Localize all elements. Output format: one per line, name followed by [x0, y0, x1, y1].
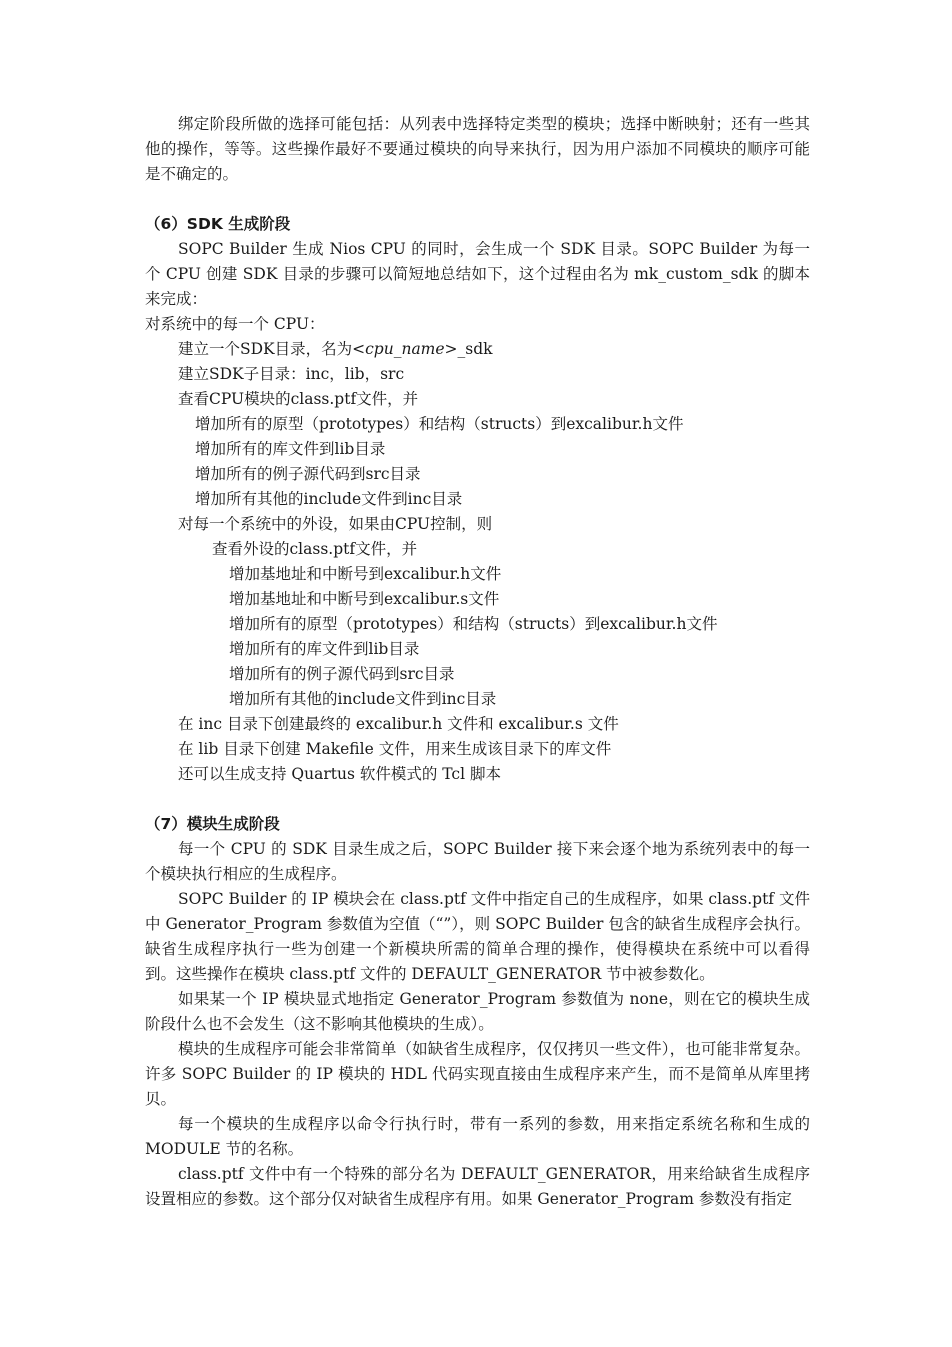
section-7-paragraph-4: 模块的生成程序可能会非常简单（如缺省生成程序，仅仅拷贝一些文件），也可能非常复杂。许多 SOPC Builder 的 IP 模块的 HDL 代码实现直接由生成程序来产生，而不是简单从库里拷贝。: [145, 1040, 810, 1108]
step-create-subdirs: 建立SDK子目录：inc，lib，src: [178, 365, 405, 383]
step-add-prototypes: 增加所有的原型（prototypes）和结构（structs）到excalibur.h文件: [195, 415, 684, 433]
step-add-base-s: 增加基地址和中断号到excalibur.s文件: [229, 590, 500, 608]
step-tcl-script: 还可以生成支持 Quartus 软件模式的 Tcl 脚本: [178, 765, 501, 783]
step-create-sdk-dir: [145, 337, 810, 362]
step-create-makefile: 在 lib 目录下创建 Makefile 文件，用来生成该目录下的库文件: [178, 740, 612, 758]
section-6-heading: （6）SDK 生成阶段: [145, 215, 291, 233]
step-peripheral-examples: 增加所有的例子源代码到src目录: [229, 665, 455, 683]
section-7-heading: （7）模块生成阶段: [145, 815, 280, 833]
section-7-paragraph-5: 每一个模块的生成程序以命令行执行时，带有一系列的参数，用来指定系统名称和生成的 MODULE 节的名称。: [145, 1115, 810, 1158]
section-7-paragraph-2: SOPC Builder 的 IP 模块会在 class.ptf 文件中指定自己的生成程序，如果 class.ptf 文件中 Generator_Program 参数值为空值（“”），则 SOPC Builder 包含的缺省生成程序会执行。缺省生成程序执行一些为创建一个新模块所需的简单合理的操作，使得模块在系统中可以看得到。这些操作在模块 class.ptf 文件的 DEFAULT_GENERATOR 节中被参数化。: [145, 890, 810, 983]
step-create-sdk-dir-pre: 建立一个SDK目录，名为: [178, 340, 353, 358]
step-for-each-peripheral: 对每一个系统中的外设，如果由CPU控制，则: [178, 515, 493, 533]
step-check-cpu-ptf: 查看CPU模块的class.ptf文件，并: [178, 390, 419, 408]
step-add-examples: 增加所有的例子源代码到src目录: [195, 465, 421, 483]
step-add-includes: 增加所有其他的include文件到inc目录: [195, 490, 463, 508]
step-add-libs: 增加所有的库文件到lib目录: [195, 440, 386, 458]
step-peripheral-libs: 增加所有的库文件到lib目录: [229, 640, 420, 658]
paragraph-binding-stage: 绑定阶段所做的选择可能包括：从列表中选择特定类型的模块；选择中断映射；还有一些其他的操作，等等。这些操作最好不要通过模块的向导来执行，因为用户添加不同模块的顺序可能是不确定的。: [145, 115, 810, 183]
section-7-paragraph-1: 每一个 CPU 的 SDK 目录生成之后，SOPC Builder 接下来会逐个地为系统列表中的每一个模块执行相应的生成程序。: [145, 840, 810, 883]
section-6-intro: SOPC Builder 生成 Nios CPU 的同时，会生成一个 SDK 目录。SOPC Builder 为每一个 CPU 创建 SDK 目录的步骤可以简短地总结如下，这个过程由名为 mk_custom_sdk 的脚本来完成：: [145, 240, 810, 308]
cpu-name-placeholder: <cpu_name>: [352, 340, 458, 358]
for-each-cpu-line: 对系统中的每一个 CPU：: [145, 315, 325, 333]
step-peripheral-includes: 增加所有其他的include文件到inc目录: [229, 690, 497, 708]
step-create-final-headers: 在 inc 目录下创建最终的 excalibur.h 文件和 excalibur.s 文件: [178, 715, 619, 733]
section-7-paragraph-3: 如果某一个 IP 模块显式地指定 Generator_Program 参数值为 none，则在它的模块生成阶段什么也不会发生（这不影响其他模块的生成）。: [145, 990, 810, 1033]
step-create-sdk-dir-post: _sdk: [457, 340, 493, 358]
step-peripheral-prototypes: 增加所有的原型（prototypes）和结构（structs）到excalibur.h文件: [229, 615, 718, 633]
step-check-peripheral-ptf: 查看外设的class.ptf文件，并: [212, 540, 418, 558]
section-7-paragraph-6: class.ptf 文件中有一个特殊的部分名为 DEFAULT_GENERATOR，用来给缺省生成程序设置相应的参数。这个部分仅对缺省生成程序有用。如果 Generator_Program 参数没有指定: [145, 1165, 810, 1208]
document-page: [145, 112, 810, 1212]
step-add-base-h: 增加基地址和中断号到excalibur.h文件: [229, 565, 502, 583]
